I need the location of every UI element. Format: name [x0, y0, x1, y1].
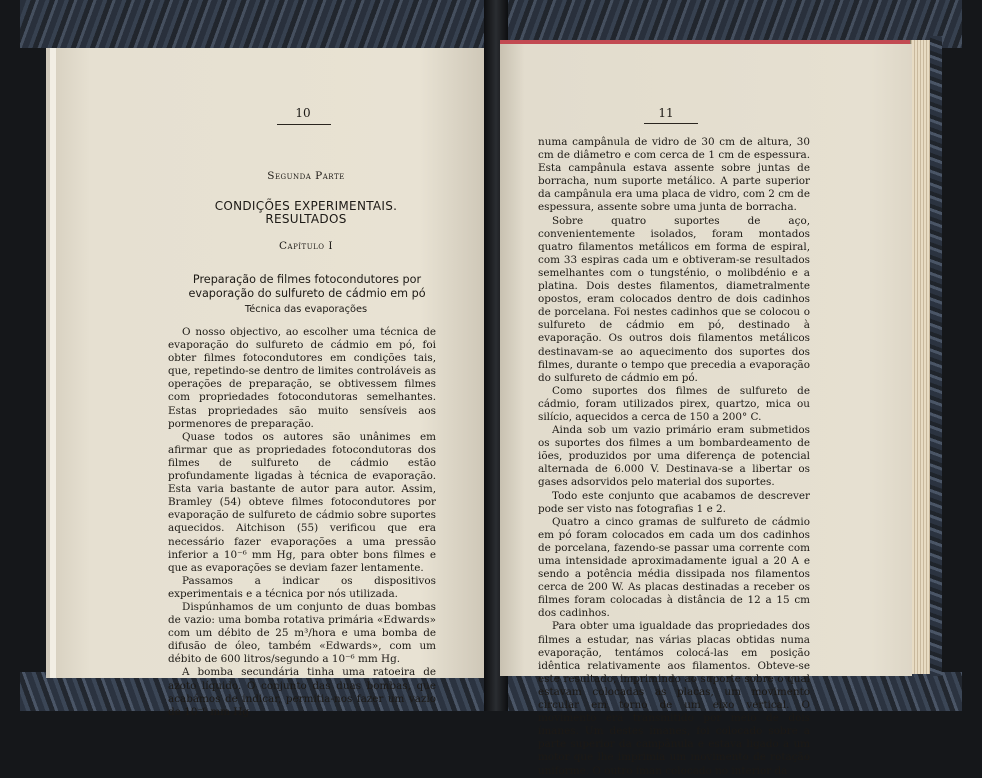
part-label: Segunda Parte	[267, 170, 345, 182]
cover-spine-right	[930, 36, 942, 676]
chapter-label: Capítulo I	[278, 240, 333, 252]
left-paragraph-3: Passamos a indicar os dispositivos experimentais e a técnica por nós utilizada.	[168, 574, 436, 600]
right-paragraph-4: Ainda sob um vazio primário eram submetidos os suportes dos filmes a um bombardeamento de iões, produzidos por uma diferença de potencial alternada de 6.000 V. Destinava-se a libertar os gases adsorvidos pelo material dos suportes.	[538, 424, 810, 489]
part-title-line2: RESULTADOS	[265, 212, 347, 226]
right-paragraph-7: Para obter uma igualdade das propriedades dos filmes a estudar, nas várias placas obtidas numa evaporação, tentámos colocá-las em posição idêntica relativamente aos filamentos. Obteve-se este resultado, imprimindo ao suporte sobre o qual estavam colocadas as placas, um movimento circular em torno de um eixo vertical. O movimento era transmitido por meio de dois ímanes. Um destes ímanes, foi colocado sobre a parte superior da campânula e estava ligado a um motor que lhe imprimia um movimento de rotação uniforme. O outro íman colocado no interior da	[538, 620, 810, 777]
chapter-title-line1: Preparação de filmes fotocondutores por	[192, 273, 422, 286]
right-paragraph-6: Quatro a cinco gramas de sulfureto de cádmio em pó foram colocados em cada um dos cadinhos de porcelana, fazendo-se passar uma corrente com uma intensidade aproximadamente igual a 20 A e sendo a potência média dissipada nos filamentos cerca de 200 W. As placas destinadas a receber os filmes foram colocadas à distância de 12 a 15 cm dos cadinhos.	[538, 515, 810, 620]
part-title	[186, 200, 426, 226]
right-paragraph-2: Sobre quatro suportes de aço, convenientemente isolados, foram montados quatro filamentos metálicos em forma de espiral, com 33 espiras cada um e obtiveram-se resultados semelhantes com o tungsténio, o molibdénio e a platina. Dois destes filamentos, diametralmente opostos, eram colocados dentro de dois cadinhos de porcelana. Foi nestes cadinhos que se colocou o sulfureto de cádmio em pó, destinado à evaporação. Os outros dois filamentos metálicos destinavam-se ao aquecimento dos suportes dos filmes, durante o tempo que precedia a evaporação do sulfureto de cádmio em pó.	[538, 214, 810, 384]
left-paragraph-5: A bomba secundária tinha uma ratoeira de azoto líquido. O conjunto das duas bombas, que acabámos de indicar, permitia-nos fazer um vazio de 10⁻⁶ mm Hg	[168, 666, 436, 718]
part-title-line1: CONDIÇÕES EXPERIMENTAIS.	[214, 199, 398, 213]
section-title: Técnica das evaporações	[244, 304, 368, 315]
right-paragraph-3: Como suportes dos filmes de sulfureto de cádmio, foram utilizados pirex, quartzo, mica ou silício, aquecidos a cerca de 150 a 200° C.	[538, 384, 810, 423]
right-page-body	[538, 136, 810, 778]
left-page-body	[168, 326, 436, 719]
right-page	[500, 44, 912, 777]
left-paragraph-1: O nosso objectivo, ao escolher uma técnica de evaporação do sulfureto de cádmio em pó, foi obter filmes fotocondutores em condições tais, que, repetindo-se dentro de limites controláveis as operações de preparação, se obtivessem filmes com propriedades fotocondutoras semelhantes. Estas propriedades são muito sensíveis aos pormenores de preparação.	[168, 326, 436, 430]
right-folio-rule	[644, 123, 698, 124]
left-paragraph-2: Quase todos os autores são unânimes em afirmar que as propriedades fotocondutoras dos filmes de sulfureto de cádmio estão profundamente ligadas à técnica de evaporação. Esta varia bastante de autor para autor. Assim, Bramley (54) obteve filmes fotocondutores por evaporação de sulfureto de cádmio sobre suportes aquecidos. Aitchison (55) verificou que era necessário fazer evaporações a uma pressão inferior a 10⁻⁶ mm Hg, para obter bons filmes e que as evaporações se deviam fazer lentamente.	[168, 430, 436, 574]
left-page-number: 10	[295, 106, 311, 120]
left-paragraph-4: Dispúnhamos de um conjunto de duas bombas de vazio: uma bomba rotativa primária «Edwards» com um débito de 25 m³/hora e uma bomba de difusão de óleo, também «Edwards», com um débito de 600 litros/segundo a 10⁻⁶ mm Hg.	[168, 600, 436, 666]
left-page	[56, 48, 484, 718]
left-folio-rule	[277, 124, 331, 125]
right-paragraph-5: Todo este conjunto que acabamos de descrever pode ser visto nas fotografias 1 e 2.	[538, 489, 810, 515]
chapter-title-line2: evaporação do sulfureto de cádmio em pó	[188, 286, 426, 300]
chapter-title	[176, 273, 438, 300]
right-page-number: 11	[658, 106, 674, 120]
right-paragraph-1: numa campânula de vidro de 30 cm de altura, 30 cm de diâmetro e com cerca de 1 cm de espessura. Esta campânula estava assente sobre juntas de borracha, num suporte metálico. A parte superior da campânula era uma placa de vidro, com 2 cm de espessura, assente sobre uma junta de borracha.	[538, 136, 810, 214]
